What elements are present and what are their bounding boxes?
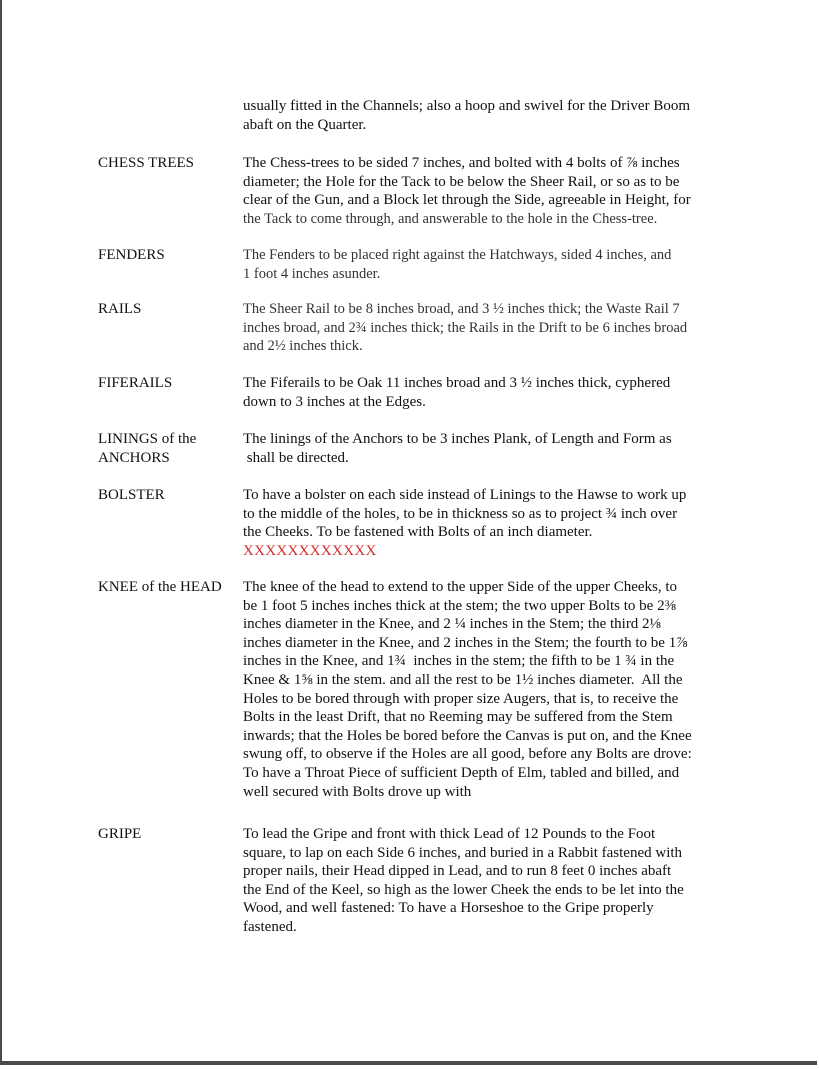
text-line: proper nails, their Head dipped in Lead, and to run 8 feet 0 inches abaft (243, 863, 672, 880)
text-line: and 2½ inches thick. (243, 338, 363, 355)
section-label: KNEE of the HEAD (98, 579, 222, 595)
text-line: Holes to be bored through with proper size Augers, that is, to receive the (243, 690, 679, 707)
text-line: 1 foot 4 inches asunder. (243, 265, 381, 282)
text-line: fastened. (243, 918, 297, 935)
section-label: LININGS of the ANCHORS (98, 431, 197, 466)
intro-body (243, 97, 733, 134)
text-line: To have a Throat Piece of sufficient Depth of Elm, tabled and billed, and (243, 764, 680, 781)
text-line: inches diameter in the Knee, and 2 ¼ inches in the Stem; the third 2⅛ (243, 616, 661, 633)
text-line: shall be directed. (243, 449, 349, 466)
section-label: FENDERS (98, 247, 165, 263)
text-line: The linings of the Anchors to be 3 inches Plank, of Length and Form as (243, 431, 672, 447)
text-line: To have a bolster on each side instead of Linings to the Hawse to work up (243, 487, 687, 503)
text-line: The Sheer Rail to be 8 inches broad, and 3 ½ inches thick; the Waste Rail 7 (243, 301, 680, 317)
section-label: CHESS TREES (98, 155, 194, 171)
section-body (243, 154, 733, 228)
text-line: inwards; that the Holes be bored before the Canvas is put on, and the Knee (243, 727, 692, 744)
text-line: inches diameter in the Knee, and 2 inches in the Stem; the fourth to be 1⅞ (243, 634, 688, 651)
section-label: FIFERAILS (98, 375, 173, 391)
text-line: The Fiferails to be Oak 11 inches broad and 3 ½ inches thick, cyphered (243, 375, 671, 391)
section-body (243, 246, 733, 283)
text-line: The Chess-trees to be sided 7 inches, and bolted with 4 bolts of ⅞ inches (243, 155, 680, 171)
text-line: Bolts in the least Drift, that no Reeming may be suffered from the Stem (243, 709, 673, 726)
section-label: RAILS (98, 301, 142, 317)
text-line: well secured with Bolts drove up with (243, 783, 472, 800)
text-line: clear of the Gun, and a Block let through the Side, agreeable in Height, for (243, 192, 691, 209)
section-label: GRIPE (98, 826, 142, 842)
text-line: to the middle of the holes, to be in thickness so as to project ¾ inch over (243, 505, 678, 522)
text-line: square, to lap on each Side 6 inches, and buried in a Rabbit fastened with (243, 844, 683, 861)
section-body (243, 374, 733, 411)
text-line: inches in the Knee, and 1¾ inches in the stem; the fifth to be 1 ¾ in the (243, 653, 675, 670)
text-line: The knee of the head to extend to the upper Side of the upper Cheeks, to (243, 579, 678, 595)
red-strike-mark: XXXXXXXXXXXX (243, 542, 377, 559)
text-line: the Cheeks. To be fastened with Bolts of an inch diameter. (243, 524, 593, 541)
text-line: The Fenders to be placed right against the Hatchways, sided 4 inches, and (243, 247, 672, 263)
section-body (243, 578, 733, 801)
text-line: down to 3 inches at the Edges. (243, 393, 426, 410)
text-line: swung off, to observe if the Holes are all good, before any Bolts are drove: (243, 746, 692, 763)
text-line: the End of the Keel, so high as the lower Cheek the ends to be let into the (243, 881, 684, 898)
section-body (243, 825, 733, 937)
text-line: Wood, and well fastened: To have a Horseshoe to the Gripe properly (243, 900, 654, 917)
text-line: the Tack to come through, and answerable to the hole in the Chess-tree. (243, 210, 658, 227)
section-label: BOLSTER (98, 487, 165, 503)
text-line: diameter; the Hole for the Tack to be below the Sheer Rail, or so as to be (243, 173, 680, 190)
section-body (243, 430, 733, 467)
text-line: Knee & 1⅝ in the stem. and all the rest to be 1½ inches diameter. All the (243, 671, 683, 688)
text-line: abaft on the Quarter. (243, 116, 367, 133)
section-body (243, 486, 733, 560)
text-line: To lead the Gripe and front with thick Lead of 12 Pounds to the Foot (243, 826, 656, 842)
text-line: be 1 foot 5 inches inches thick at the stem; the two upper Bolts to be 2⅜ (243, 597, 676, 614)
text-line: usually fitted in the Channels; also a hoop and swivel for the Driver Boom (243, 98, 690, 114)
section-body (243, 300, 733, 356)
text-line: inches broad, and 2¾ inches thick; the Rails in the Drift to be 6 inches broad (243, 319, 688, 336)
